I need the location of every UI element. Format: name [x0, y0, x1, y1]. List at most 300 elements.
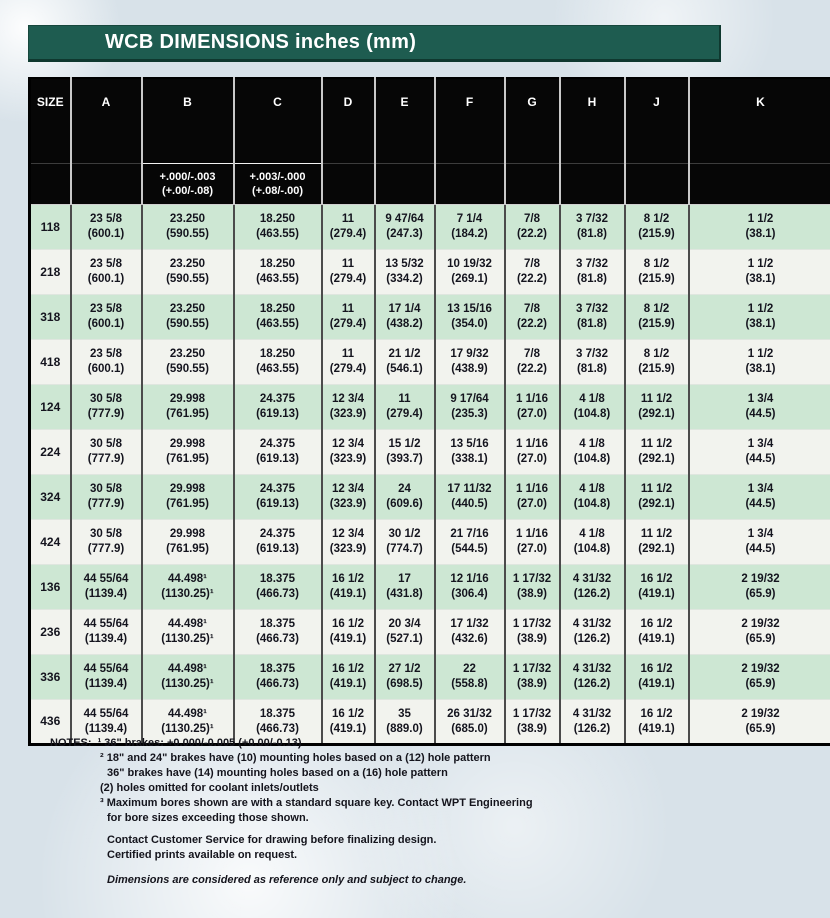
- table-cell: [142, 385, 234, 430]
- contact-line: Certified prints available on request.: [107, 849, 298, 861]
- cell-line: 3 7/32: [576, 258, 608, 270]
- cell-line: 11: [341, 213, 355, 225]
- cell-line: (334.2): [386, 273, 423, 285]
- column-label: K: [756, 95, 765, 109]
- cell-line: (438.9): [451, 363, 488, 375]
- cell-line: 12 1/16: [450, 573, 489, 585]
- cell-line: (619.13): [256, 453, 299, 465]
- table-cell: [375, 250, 435, 295]
- table-cell: [505, 385, 560, 430]
- cell-line: 4 1/8: [579, 438, 605, 450]
- cell-line: 4 31/32: [572, 663, 612, 675]
- cell-line: 23.250: [169, 213, 206, 225]
- cell-line: (65.9): [745, 633, 776, 645]
- cell-line: (292.1): [638, 498, 675, 510]
- cell-line: (126.2): [573, 678, 611, 690]
- cell-line: (619.13): [256, 498, 299, 510]
- cell-line: (527.1): [386, 633, 423, 645]
- table-cell: [142, 520, 234, 565]
- cell-line: 16 1/2: [640, 618, 673, 630]
- cell-line: 30 5/8: [90, 483, 122, 495]
- table-cell: [234, 340, 322, 385]
- cell-line: (306.4): [451, 588, 488, 600]
- cell-line: 16 1/2: [332, 618, 364, 630]
- cell-line: 7/8: [524, 348, 540, 360]
- tolerance-note: [143, 163, 233, 204]
- table-cell: [625, 205, 689, 250]
- cell-line: (774.7): [386, 543, 423, 555]
- cell-line: (419.1): [329, 588, 367, 600]
- cell-line: (38.1): [745, 273, 776, 285]
- cell-line: 4 31/32: [572, 618, 612, 630]
- cell-line: (590.55): [166, 273, 209, 285]
- cell-line: 17 1/4: [388, 303, 421, 315]
- table-cell: [234, 430, 322, 475]
- table-header: [30, 78, 830, 205]
- size-cell: 418: [30, 340, 71, 385]
- table-cell: [560, 655, 625, 700]
- table-cell: [689, 655, 830, 700]
- cell-line: (590.55): [166, 228, 209, 240]
- cell-line: 21 7/16: [450, 528, 489, 540]
- cell-line: 1 1/2: [747, 348, 774, 360]
- cell-line: (466.73): [256, 588, 299, 600]
- table-cell: [625, 610, 689, 655]
- table-cell: [689, 385, 830, 430]
- table-cell: [435, 430, 505, 475]
- cell-line: 8 1/2: [643, 213, 670, 225]
- cell-line: 1 1/16: [516, 438, 548, 450]
- cell-line: (27.0): [516, 453, 548, 465]
- cell-line: (323.9): [329, 498, 367, 510]
- cell-line: 10 19/32: [447, 258, 492, 270]
- cell-line: (38.9): [516, 678, 548, 690]
- table-cell: [435, 565, 505, 610]
- table-cell: [560, 565, 625, 610]
- cell-line: (126.2): [573, 633, 611, 645]
- cell-line: (1139.4): [84, 633, 128, 645]
- table-cell: [71, 205, 142, 250]
- table-cell: [375, 340, 435, 385]
- table-cell: [625, 385, 689, 430]
- note-text: (2) holes omitted for coolant inlets/outlets: [100, 782, 319, 794]
- size-cell: 436: [30, 700, 71, 745]
- cell-line: (546.1): [386, 363, 423, 375]
- contact-block: [107, 833, 770, 863]
- cell-line: (761.95): [166, 543, 209, 555]
- cell-line: (22.2): [516, 318, 548, 330]
- cell-line: 2 19/32: [741, 618, 780, 630]
- cell-line: 4 31/32: [572, 573, 612, 585]
- cell-line: 24.375: [259, 393, 296, 405]
- table-cell: [322, 385, 375, 430]
- tolerance-line: (+.00/-.08): [161, 185, 214, 197]
- table-cell: [560, 610, 625, 655]
- cell-line: (22.2): [516, 273, 548, 285]
- cell-line: (1130.25)¹: [161, 588, 214, 600]
- cell-line: 23 5/8: [90, 213, 122, 225]
- cell-line: (323.9): [329, 543, 367, 555]
- table-cell: [505, 655, 560, 700]
- cell-line: 16 1/2: [640, 573, 673, 585]
- header-spacer: [561, 163, 624, 204]
- cell-line: (463.55): [256, 363, 299, 375]
- table-row-424: [30, 520, 830, 565]
- table-cell: [142, 205, 234, 250]
- cell-line: 17 9/32: [450, 348, 489, 360]
- cell-line: 44 55/64: [83, 573, 129, 585]
- size-cell: 136: [30, 565, 71, 610]
- cell-line: 18.375: [259, 573, 296, 585]
- cell-line: (44.5): [745, 453, 776, 465]
- cell-line: 3 7/32: [576, 213, 608, 225]
- cell-line: 11: [341, 348, 355, 360]
- table-cell: [625, 520, 689, 565]
- cell-line: (323.9): [329, 453, 367, 465]
- cell-line: (184.2): [451, 228, 488, 240]
- cell-line: (44.5): [745, 543, 776, 555]
- table-cell: [560, 520, 625, 565]
- table-cell: [234, 250, 322, 295]
- cell-line: 44 55/64: [83, 663, 129, 675]
- notes-line: [50, 736, 770, 751]
- table-cell: [560, 340, 625, 385]
- table-row-224: [30, 430, 830, 475]
- cell-line: (777.9): [87, 453, 125, 465]
- table-cell: [234, 520, 322, 565]
- table-cell: [689, 475, 830, 520]
- table-cell: [375, 475, 435, 520]
- column-label: D: [343, 95, 353, 109]
- cell-line: 13 15/16: [447, 303, 492, 315]
- column-label: F: [465, 95, 474, 109]
- cell-line: (104.8): [573, 408, 611, 420]
- cell-line: 1 1/2: [747, 258, 774, 270]
- cell-line: 13 5/16: [450, 438, 489, 450]
- cell-line: (247.3): [386, 228, 423, 240]
- cell-line: 2 19/32: [741, 663, 780, 675]
- cell-line: 44.498¹: [167, 707, 207, 720]
- table-cell: [71, 475, 142, 520]
- cell-line: (22.2): [516, 228, 548, 240]
- table-row-418: [30, 340, 830, 385]
- table-cell: [375, 655, 435, 700]
- table-cell: [234, 565, 322, 610]
- cell-line: 1 3/4: [747, 438, 774, 450]
- cell-line: (38.1): [745, 318, 776, 330]
- table-cell: [505, 475, 560, 520]
- cell-line: (354.0): [451, 318, 488, 330]
- cell-line: 16 1/2: [640, 707, 673, 720]
- cell-line: 7/8: [524, 303, 540, 315]
- note-text: 36" brakes have (14) mounting holes based on a (16) hole pattern: [107, 767, 448, 779]
- cell-line: (104.8): [573, 543, 611, 555]
- table-cell: [322, 565, 375, 610]
- cell-line: (44.5): [745, 408, 776, 420]
- table-cell: [435, 520, 505, 565]
- size-cell: 118: [30, 205, 71, 250]
- table-cell: [142, 610, 234, 655]
- cell-line: (431.8): [386, 588, 423, 600]
- table-cell: [689, 520, 830, 565]
- table-cell: [71, 520, 142, 565]
- tolerance-line: +.003/-.000: [249, 171, 306, 183]
- cell-line: 1 17/32: [512, 618, 552, 630]
- cell-line: 44.498¹: [167, 618, 207, 630]
- cell-line: 11 1/2: [640, 438, 673, 450]
- cell-line: (466.73): [256, 722, 299, 735]
- note-text: ² 18" and 24" brakes have (10) mounting holes based on a (12) hole pattern: [100, 752, 491, 764]
- table-cell: [689, 610, 830, 655]
- cell-line: 9 47/64: [385, 213, 424, 225]
- header-spacer: [376, 163, 434, 204]
- cell-line: 20 3/4: [388, 618, 421, 630]
- header-spacer: [690, 163, 830, 204]
- header-spacer: [436, 163, 504, 204]
- cell-line: (38.9): [516, 588, 548, 600]
- cell-line: (1139.4): [84, 678, 128, 690]
- cell-line: (1130.25)¹: [161, 633, 214, 645]
- cell-line: (466.73): [256, 633, 299, 645]
- column-label: A: [101, 95, 111, 109]
- table-cell: [505, 430, 560, 475]
- table-cell: [322, 610, 375, 655]
- cell-line: (44.5): [745, 498, 776, 510]
- dimensions-table: [28, 77, 830, 746]
- cell-line: (463.55): [256, 318, 299, 330]
- cell-line: (761.95): [166, 408, 209, 420]
- table-cell: [142, 655, 234, 700]
- cell-line: (81.8): [576, 318, 608, 330]
- cell-line: 16 1/2: [640, 663, 673, 675]
- table-row-318: [30, 295, 830, 340]
- cell-line: 23 5/8: [90, 348, 122, 360]
- cell-line: (215.9): [638, 228, 675, 240]
- notes-section: [50, 736, 770, 888]
- contact-line: Contact Customer Service for drawing before finalizing design.: [107, 834, 437, 846]
- cell-line: 12 3/4: [332, 483, 364, 495]
- cell-line: 23.250: [169, 303, 206, 315]
- notes-label: NOTES:: [50, 737, 92, 749]
- table-cell: [505, 205, 560, 250]
- cell-line: (600.1): [87, 273, 125, 285]
- table-cell: [435, 610, 505, 655]
- cell-line: 1 3/4: [747, 483, 774, 495]
- table-cell: [375, 565, 435, 610]
- cell-line: 24.375: [259, 438, 296, 450]
- cell-line: (438.2): [386, 318, 423, 330]
- table-cell: [625, 430, 689, 475]
- tolerance-note: [235, 163, 321, 204]
- column-header-a: [71, 78, 142, 205]
- table-cell: [142, 475, 234, 520]
- cell-line: (432.6): [451, 633, 488, 645]
- cell-line: 23 5/8: [90, 258, 122, 270]
- cell-line: 4 1/8: [579, 483, 605, 495]
- table-cell: [234, 385, 322, 430]
- column-label: H: [587, 95, 597, 109]
- column-label: C: [273, 95, 282, 109]
- cell-line: (777.9): [87, 543, 125, 555]
- cell-line: 8 1/2: [643, 303, 670, 315]
- cell-line: 7/8: [524, 213, 540, 225]
- table-cell: [142, 340, 234, 385]
- cell-line: (279.4): [329, 363, 367, 375]
- page-title: WCB DIMENSIONS inches (mm): [105, 31, 417, 53]
- cell-line: 30 5/8: [90, 528, 122, 540]
- cell-line: (393.7): [386, 453, 423, 465]
- table-cell: [505, 340, 560, 385]
- cell-line: (126.2): [573, 588, 611, 600]
- cell-line: 22: [463, 663, 476, 675]
- table-cell: [142, 565, 234, 610]
- cell-line: (27.0): [516, 408, 548, 420]
- tolerance-line: (+.08/-.00): [251, 185, 304, 197]
- cell-line: (215.9): [638, 318, 675, 330]
- table-cell: [505, 250, 560, 295]
- cell-line: (279.4): [329, 318, 367, 330]
- table-cell: [322, 655, 375, 700]
- cell-line: (104.8): [573, 498, 611, 510]
- cell-line: (65.9): [745, 588, 776, 600]
- cell-line: (419.1): [329, 678, 367, 690]
- cell-line: 3 7/32: [576, 348, 608, 360]
- table-cell: [435, 205, 505, 250]
- table-cell: [625, 655, 689, 700]
- table-cell: [375, 385, 435, 430]
- cell-line: (65.9): [745, 678, 776, 690]
- size-cell: 218: [30, 250, 71, 295]
- table-cell: [560, 430, 625, 475]
- table-cell: [142, 430, 234, 475]
- cell-line: 18.375: [259, 663, 296, 675]
- note-text: for bore sizes exceeding those shown.: [107, 812, 309, 824]
- table-cell: [322, 205, 375, 250]
- cell-line: 30 1/2: [388, 528, 421, 540]
- cell-line: (292.1): [638, 453, 675, 465]
- table-cell: [505, 610, 560, 655]
- cell-line: 26 31/32: [447, 707, 492, 720]
- cell-line: (761.95): [166, 498, 209, 510]
- cell-line: 1 1/2: [747, 303, 774, 315]
- table-cell: [322, 340, 375, 385]
- table-cell: [71, 655, 142, 700]
- table-cell: [375, 520, 435, 565]
- cell-line: 16 1/2: [332, 663, 364, 675]
- tolerance-line: +.000/-.003: [159, 171, 216, 183]
- cell-line: (419.1): [638, 633, 675, 645]
- header-spacer: [506, 163, 559, 204]
- size-cell: 124: [30, 385, 71, 430]
- cell-line: 17: [398, 573, 411, 585]
- note-text: ¹ 36" brakes: +0.000/-0.005 (+0.00/-0.13): [97, 737, 302, 749]
- cell-line: (279.4): [329, 273, 367, 285]
- size-cell: 224: [30, 430, 71, 475]
- cell-line: 9 17/64: [450, 393, 489, 405]
- cell-line: 12 3/4: [332, 528, 364, 540]
- table-row-236: [30, 610, 830, 655]
- table-cell: [322, 475, 375, 520]
- table-cell: [234, 655, 322, 700]
- cell-line: 11 1/2: [640, 483, 673, 495]
- cell-line: 2 19/32: [741, 707, 780, 720]
- cell-line: (27.0): [516, 498, 548, 510]
- table-cell: [322, 520, 375, 565]
- cell-line: 23 5/8: [90, 303, 122, 315]
- cell-line: (38.9): [516, 633, 548, 645]
- cell-line: 44.498¹: [167, 663, 207, 675]
- cell-line: (38.1): [745, 228, 776, 240]
- cell-line: 35: [398, 707, 411, 720]
- column-label: B: [183, 95, 192, 109]
- header-spacer: [31, 163, 70, 204]
- column-header-g: [505, 78, 560, 205]
- column-header-b: [142, 78, 234, 205]
- table-cell: [560, 475, 625, 520]
- column-label: J: [653, 95, 660, 109]
- cell-line: (440.5): [451, 498, 488, 510]
- table-cell: [234, 295, 322, 340]
- cell-line: 1 17/32: [512, 663, 552, 675]
- table-cell: [375, 205, 435, 250]
- cell-line: 11 1/2: [640, 393, 673, 405]
- cell-line: 24.375: [259, 483, 296, 495]
- cell-line: (419.1): [638, 722, 675, 735]
- column-header-e: [375, 78, 435, 205]
- table-cell: [689, 295, 830, 340]
- size-cell: 236: [30, 610, 71, 655]
- size-cell: 336: [30, 655, 71, 700]
- table-cell: [560, 205, 625, 250]
- table-cell: [625, 250, 689, 295]
- cell-line: 16 1/2: [332, 707, 364, 720]
- cell-line: (235.3): [451, 408, 488, 420]
- cell-line: (215.9): [638, 363, 675, 375]
- disclaimer-text: Dimensions are considered as reference only and subject to change.: [107, 874, 467, 886]
- table-row-324: [30, 475, 830, 520]
- title-bar: [28, 25, 721, 62]
- table-cell: [375, 295, 435, 340]
- table-row-218: [30, 250, 830, 295]
- table-cell: [505, 520, 560, 565]
- cell-line: (463.55): [256, 228, 299, 240]
- cell-line: 11: [341, 303, 355, 315]
- table-row-118: [30, 205, 830, 250]
- table-cell: [322, 295, 375, 340]
- cell-line: (466.73): [256, 678, 299, 690]
- table-cell: [375, 430, 435, 475]
- cell-line: 1 1/16: [516, 528, 548, 540]
- table-cell: [689, 250, 830, 295]
- cell-line: 17 11/32: [447, 483, 492, 495]
- cell-line: 11: [341, 258, 355, 270]
- cell-line: 1 17/32: [512, 573, 552, 585]
- cell-line: 24: [398, 483, 411, 495]
- cell-line: (777.9): [87, 408, 125, 420]
- cell-line: 1 17/32: [512, 707, 552, 720]
- table-cell: [560, 385, 625, 430]
- cell-line: (81.8): [576, 273, 608, 285]
- cell-line: 29.998: [169, 438, 206, 450]
- cell-line: (590.55): [166, 363, 209, 375]
- cell-line: 18.250: [259, 348, 296, 360]
- cell-line: 2 19/32: [741, 573, 780, 585]
- cell-line: 18.250: [259, 213, 296, 225]
- table-cell: [322, 430, 375, 475]
- column-label: SIZE: [36, 95, 64, 109]
- cell-line: (1130.25)¹: [161, 722, 214, 735]
- table-cell: [71, 565, 142, 610]
